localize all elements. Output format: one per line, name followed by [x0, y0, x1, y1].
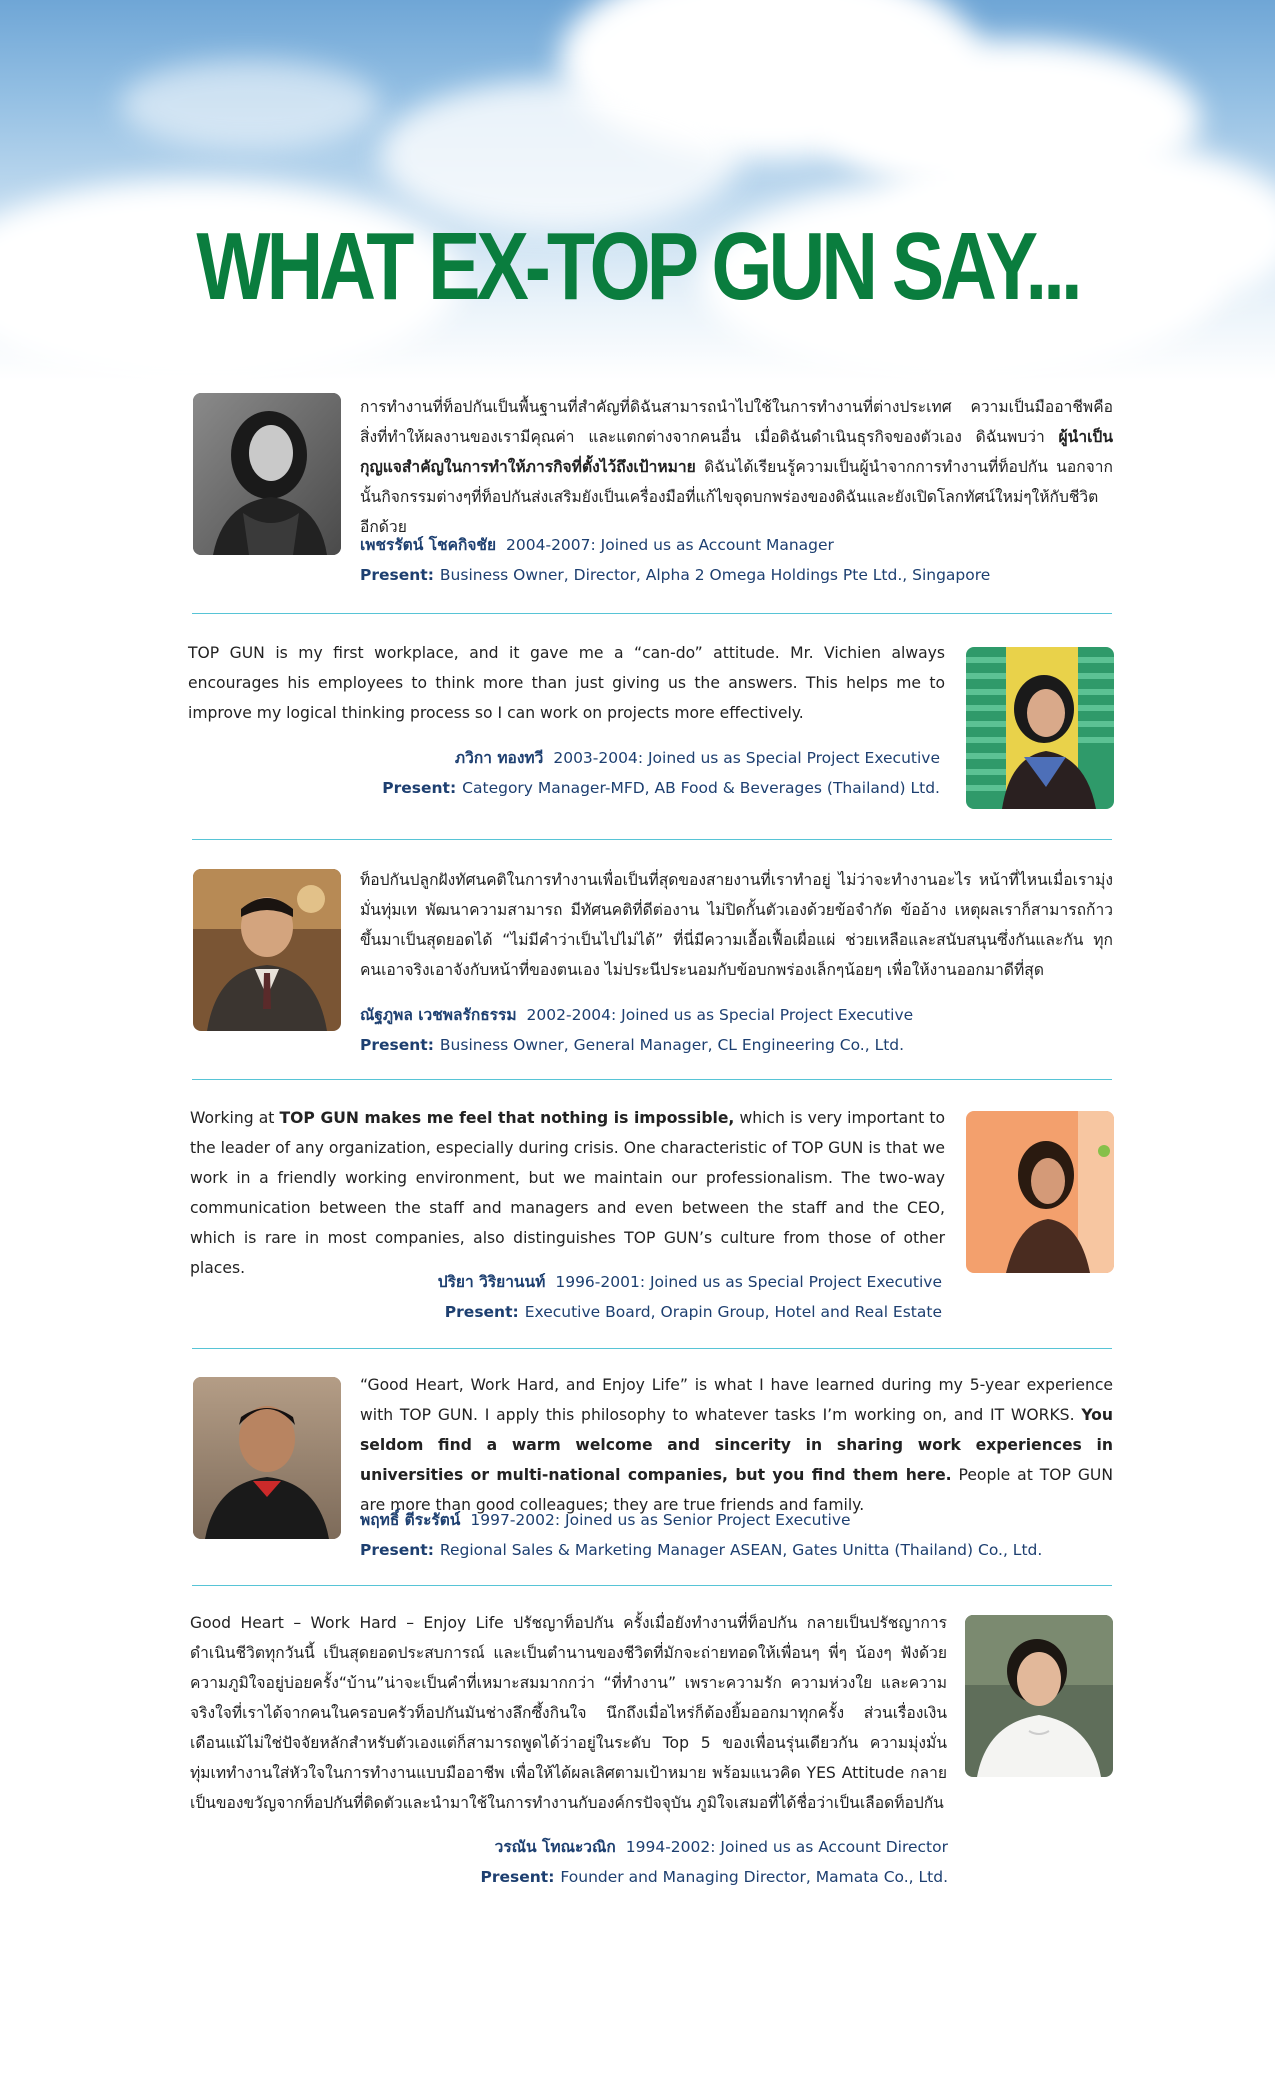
woman-portrait-smiling-icon [965, 1615, 1113, 1777]
present-label: Present: [360, 566, 434, 584]
testimonial-meta [360, 530, 990, 590]
tenure: 1996-2001: Joined us as Special Project Executive [555, 1273, 942, 1291]
tenure: 1997-2002: Joined us as Senior Project Executive [470, 1511, 851, 1529]
testimonial-quote: การทำงานที่ท็อปกันเป็นพื้นฐานที่สำคัญที่ดิฉันสามารถนำไปใช้ในการทำงานที่ต่างประเทศ ความเป็นมืออาชีพคือ สิ่งที่ทำให้ผลงานของเรามีคุณค่า และแตกต่างจากคนอื่น เมื่อดิฉันดำเนินธุรกิจของตัวเอง ดิฉันพบว่า ผู้นำเป็นกุญแจสำคัญในการทำให้ภารกิจที่ตั้งไว้ถึงเป้าหมาย ดิฉันได้เรียนรู้ความเป็นผู้นำจากการทำงานที่ท็อปกัน นอกจากนั้นกิจกรรมต่างๆที่ท็อปกันส่งเสริมยังเป็นเครื่องมือที่แก้ไขจุดบกพร่องของดิฉันและยังเปิดโลกทัศน์ใหม่ๆให้กับชีวิตอีกด้วย [360, 398, 1113, 536]
present-label: Present: [480, 1868, 555, 1886]
testimonial-meta [300, 1832, 948, 1892]
testimonial-quote: Good Heart – Work Hard – Enjoy Life ปรัชญาท็อปกัน ครั้งเมื่อยังทำงานที่ท็อปกัน กลายเป็นปรัชญาการดำเนินชีวิตทุกวันนี้ เป็นสุดยอดประสบการณ์ และเป็นตำนานของชีวิตที่มักจะถ่ายทอดให้เพื่อนๆ พี่ๆ น้องๆ ฟังด้วยความภูมิใจอยู่บ่อยครั้ง“บ้าน”น่าจะเป็นคำที่เหมาะสมมากกว่า “ที่ทำงาน” เพราะความรัก ความห่วงใย และความจริงใจที่เราได้จากคนในครอบครัวท็อปกันมันช่างลึกซึ้งกินใจ นึกถึงเมื่อไหร่ก็ต้องยิ้มออกมาทุกครั้ง ส่วนเรื่องเงินเดือนแม้ไม่ใช่ปัจจัยหลักสำหรับตัวเองแต่ก็สามารถพูดได้ว่าอยู่ในระดับ Top 5 ของเพื่อนรุ่นเดียวกัน ความมุ่งมั่นทุ่มเททำงานใส่หัวใจในการทำงานแบบมืออาชีพ เพื่อให้ได้ผลเลิศตามเป้าหมาย พร้อมแนวคิด YES Attitude กลายเป็นของขวัญจากท็อปกันที่ติดตัวและนำมาใช้ในการทำงานกับองค์กรปัจจุบัน ภูมิใจเสมอที่ได้ชื่อว่าเป็นเลือดท็อปกัน [190, 1614, 947, 1812]
testimonial-meta [300, 743, 940, 803]
divider [192, 1585, 1112, 1586]
divider [192, 613, 1112, 614]
present-label: Present: [444, 1303, 519, 1321]
present-label: Present: [360, 1036, 434, 1054]
present-label: Present: [360, 1541, 434, 1559]
person-name: ภวิกา ทองทวี [454, 749, 544, 767]
present-position: Business Owner, Director, Alpha 2 Omega Holdings Pte Ltd., Singapore [439, 566, 991, 584]
person-name: ณัฐภูพล เวชพลรักธรรม [360, 1006, 517, 1024]
present-position: Regional Sales & Marketing Manager ASEAN, Gates Unitta (Thailand) Co., Ltd. [439, 1541, 1043, 1559]
person-name: ปริยา วิริยานนท์ [437, 1273, 546, 1291]
person-name: พฤทธิ์ ตีระรัตน์ [360, 1511, 461, 1529]
page-headline: WHAT EX-TOP GUN SAY... [196, 213, 1079, 320]
testimonial-meta [360, 1000, 913, 1060]
person-name: เพชรรัตน์ โชคกิจชัย [360, 536, 497, 554]
testimonial-quote: ท็อปกันปลูกฝังทัศนคติในการทำงานเพื่อเป็นที่สุดของสายงานที่เราทำอยู่ ไม่ว่าจะทำงานอะไร หน้าที่ไหนเมื่อเรามุ่งมั่นทุ่มเท พัฒนาความสามารถ มีทัศนคติที่ดีต่องาน ไม่ปิดกั้นตัวเองด้วยข้อจำกัด ข้ออ้าง เหตุผลเราก็สามารถก้าวขึ้นมาเป็นสุดยอดได้ “ไม่มีคำว่าเป็นไปไม่ได้” ที่นี่มีความเอื้อเฟื้อเผื่อแผ่ ช่วยเหลือและสนับสนุนซึ่งกันและกัน ทุกคนเอาจริงเอาจังกับหน้าที่ของตนเอง ไม่ประนีประนอมกับข้อบกพร่องเล็กๆน้อยๆ เพื่อให้งานออกมาดีที่สุด [360, 871, 1113, 979]
present-position: Category Manager-MFD, AB Food & Beverages (Thailand) Ltd. [462, 779, 940, 797]
man-portrait-suit-icon [193, 869, 341, 1031]
divider [192, 1079, 1112, 1080]
woman-portrait-green-shutters-icon [966, 647, 1114, 809]
present-position: Founder and Managing Director, Mamata Co., Ltd. [560, 1868, 948, 1886]
testimonial-quote: Working at TOP GUN makes me feel that nothing is impossible, which is very important to the leader of any organization, especially during crisis. One characteristic of TOP GUN is that we work in a friendly working environment, but we maintain our professionalism. The two-way communication between the staff and managers and even between the staff and the CEO, which is rare in most companies, also distinguishes TOP GUN’s culture from those of other places. [190, 1109, 945, 1277]
woman-portrait-orange-icon [966, 1111, 1114, 1273]
present-position: Business Owner, General Manager, CL Engineering Co., Ltd. [439, 1036, 905, 1054]
testimonial-quote: TOP GUN is my first workplace, and it gave me a “can-do” attitude. Mr. Vichien always encourages his employees to think more than just giving us the answers. This helps me to improve my logical thinking process so I can work on projects more effectively. [188, 644, 945, 722]
testimonial-quote: “Good Heart, Work Hard, and Enjoy Life” is what I have learned during my 5-year experience with TOP GUN. I apply this philosophy to whatever tasks I’m working on, and IT WORKS. You seldom find a warm welcome and sincerity in sharing work experiences in universities or multi-national companies, but you find them here. People at TOP GUN are more than good colleagues; they are true friends and family. [360, 1376, 1114, 1514]
divider [192, 1348, 1112, 1349]
testimonial-meta [300, 1267, 942, 1327]
present-position: Executive Board, Orapin Group, Hotel and Real Estate [524, 1303, 942, 1321]
person-name: วรณัน โทณะวณิก [494, 1838, 616, 1856]
tenure: 2004-2007: Joined us as Account Manager [506, 536, 834, 554]
testimonial-meta [360, 1505, 1042, 1565]
divider [192, 839, 1112, 840]
tenure: 1994-2002: Joined us as Account Director [625, 1838, 948, 1856]
woman-portrait-bw-icon [193, 393, 341, 555]
tenure: 2003-2004: Joined us as Special Project Executive [553, 749, 940, 767]
man-portrait-polo-icon [193, 1377, 341, 1539]
sky-background [0, 0, 1275, 380]
tenure: 2002-2004: Joined us as Special Project Executive [526, 1006, 914, 1024]
present-label: Present: [382, 779, 457, 797]
